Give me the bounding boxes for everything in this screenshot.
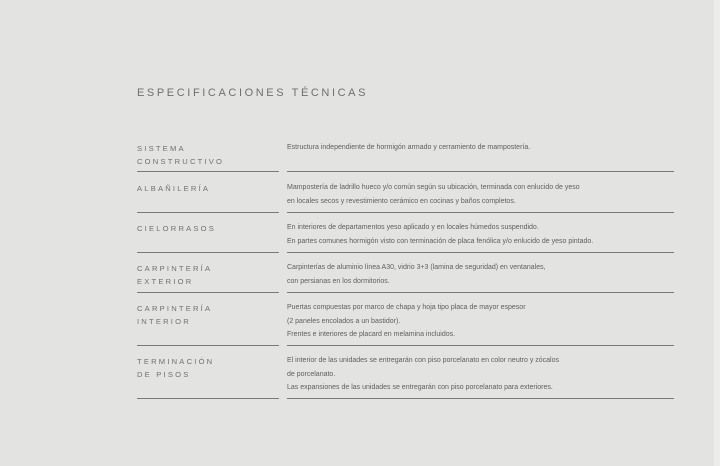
spec-description bbox=[287, 220, 674, 253]
spec-label bbox=[137, 220, 279, 253]
spec-description-line: Carpinterías de aluminio línea A30, vidrio 3+3 (lamina de seguridad) en ventanales, bbox=[287, 264, 546, 271]
spec-row-cielorrasos bbox=[137, 220, 674, 253]
spec-description-line: El interior de las unidades se entregarán con piso porcelanato en color neutro y zócalos bbox=[287, 357, 559, 364]
spec-description-line: Estructura independiente de hormigón armado y cerramiento de mampostería. bbox=[287, 144, 531, 151]
spec-label-line: CONSTRUCTIVO bbox=[137, 157, 225, 166]
spec-label bbox=[137, 180, 279, 213]
spec-description bbox=[287, 353, 674, 399]
spec-label-line: CIELORRASOS bbox=[137, 224, 217, 233]
spec-label bbox=[137, 260, 279, 293]
spec-description-line: (2 paneles encolados a un bastidor). bbox=[287, 317, 401, 325]
spec-row-albanileria bbox=[137, 180, 674, 213]
spec-description-line: En partes comunes hormigón visto con terminación de placa fenólica y/o enlucido de yeso pintado. bbox=[287, 237, 594, 245]
spec-label-line: CARPINTERÍA bbox=[137, 304, 213, 313]
spec-label-line: INTERIOR bbox=[137, 317, 191, 326]
spec-row-terminacion-de-pisos bbox=[137, 353, 674, 399]
page-edge bbox=[714, 0, 720, 466]
spec-label-line: DE PISOS bbox=[137, 370, 191, 379]
spec-description-line: En interiores de departamentos yeso aplicado y en locales húmedos suspendido. bbox=[287, 224, 539, 231]
spec-label-line: SISTEMA bbox=[137, 144, 186, 153]
spec-row-carpinteria-exterior bbox=[137, 260, 674, 293]
spec-row-carpinteria-interior bbox=[137, 300, 674, 346]
spec-label bbox=[137, 140, 279, 172]
spec-description-line: Las expansiones de las unidades se entregarán con piso porcelanato para exteriores. bbox=[287, 384, 553, 392]
spec-description bbox=[287, 180, 674, 213]
spec-description-line: de porcelanato. bbox=[287, 370, 336, 378]
spec-description-line: Frentes e interiores de placard en melamina incluidos. bbox=[287, 331, 456, 339]
spec-label-line: ALBAÑILERÍA bbox=[137, 184, 211, 193]
spec-label bbox=[137, 300, 279, 346]
spec-description bbox=[287, 300, 674, 346]
spec-row-sistema-constructivo bbox=[137, 140, 674, 172]
spec-label-line: CARPINTERÍA bbox=[137, 264, 213, 273]
spec-label bbox=[137, 353, 279, 399]
spec-label-line: TERMINACIÓN bbox=[137, 357, 215, 366]
spec-description-line: Puertas compuestas por marco de chapa y hoja tipo placa de mayor espesor bbox=[287, 304, 526, 311]
spec-label-line: EXTERIOR bbox=[137, 277, 194, 286]
spec-description-line: en locales secos y revestimiento cerámico en cocinas y baños completos. bbox=[287, 197, 516, 205]
spec-description bbox=[287, 140, 674, 172]
page-title: ESPECIFICACIONES TÉCNICAS bbox=[137, 87, 369, 99]
spec-description-line: con persianas en los dormitorios. bbox=[287, 277, 390, 285]
spec-description bbox=[287, 260, 674, 293]
spec-description-line: Mampostería de ladrillo hueco y/o común según su ubicación, terminada con enlucido de yeso bbox=[287, 184, 580, 191]
